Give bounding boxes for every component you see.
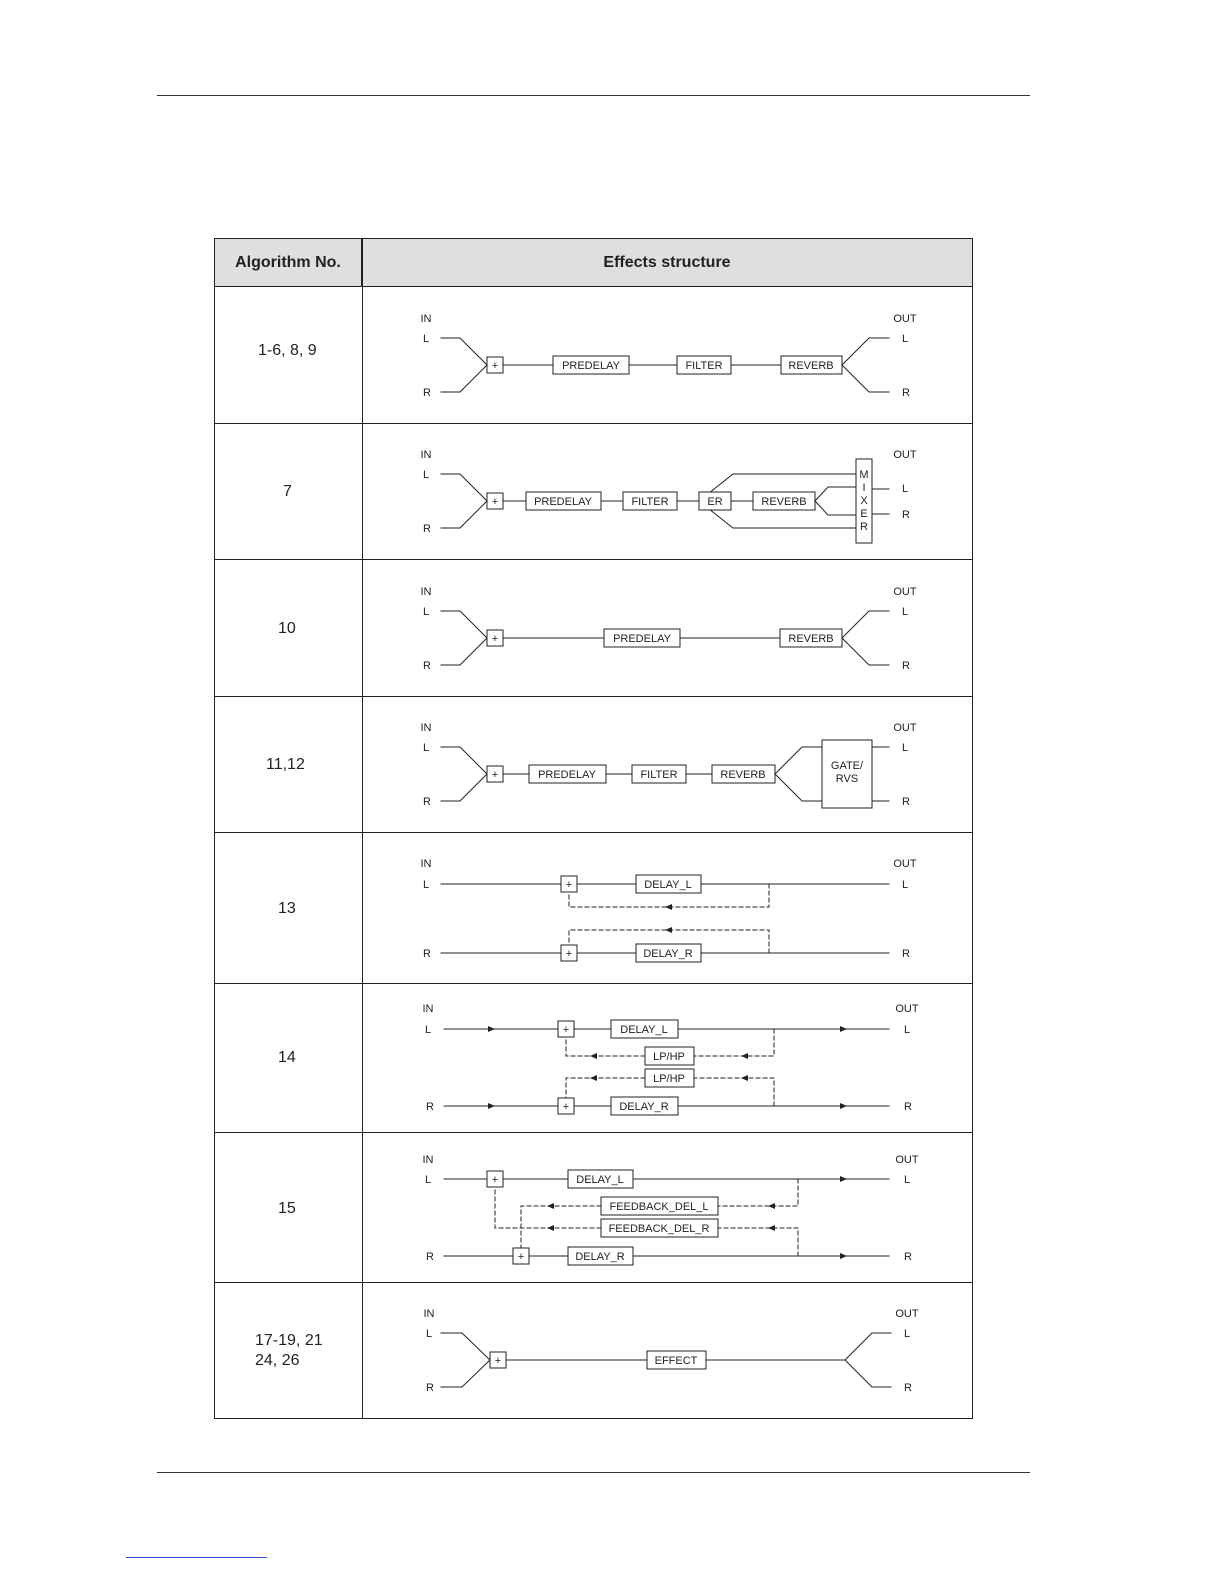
reverb-label: REVERB [788, 360, 834, 372]
out-label: OUT [895, 1003, 919, 1015]
l-label: L [901, 333, 909, 345]
l-label: L [422, 469, 430, 481]
predelay-label: PREDELAY [538, 769, 596, 781]
algorithm-number: 13 [278, 900, 296, 917]
algorithm-number: 17-19, 21 24, 26 [255, 1332, 323, 1369]
out-label: OUT [893, 858, 917, 870]
rvs-label: RVS [835, 773, 859, 785]
r-label: R [902, 660, 910, 672]
l-label: L [903, 1174, 911, 1186]
out-label: OUT [893, 722, 917, 734]
out-label: OUT [893, 449, 917, 461]
r-label: R [426, 1251, 434, 1263]
l-label: L [424, 1024, 432, 1036]
plus-label: + [491, 1174, 499, 1186]
in-label: IN [420, 313, 432, 325]
l-label: L [422, 879, 430, 891]
out-label: OUT [893, 586, 917, 598]
mixer-letter: X [860, 495, 868, 507]
plus-label: + [491, 496, 499, 508]
gate-label: GATE/ [830, 760, 864, 772]
r-label: R [426, 1382, 434, 1394]
r-label: R [904, 1101, 912, 1113]
header-effects-structure: Effects structure [362, 239, 972, 287]
lphp-label: LP/HP [653, 1073, 685, 1085]
r-label: R [904, 1382, 912, 1394]
plus-label: + [562, 1024, 570, 1036]
plus-label: + [491, 769, 499, 781]
l-label: L [422, 333, 430, 345]
l-label: L [901, 742, 909, 754]
delay-r-label: DELAY_R [643, 948, 693, 960]
l-label: L [903, 1328, 911, 1340]
bottom-rule [157, 1472, 1030, 1473]
delay-l-label: DELAY_L [620, 1024, 668, 1036]
r-label: R [423, 796, 431, 808]
in-label: IN [420, 722, 432, 734]
l-label: L [901, 879, 909, 891]
reverb-label: REVERB [788, 633, 834, 645]
diagram-alg-15 [444, 1170, 889, 1265]
r-label: R [423, 660, 431, 672]
l-label: L [422, 606, 430, 618]
mixer-letter: I [862, 482, 866, 494]
out-label: OUT [895, 1308, 919, 1320]
feedback-del-l-label: FEEDBACK_DEL_L [609, 1201, 709, 1213]
r-label: R [902, 509, 910, 521]
l-label: L [422, 742, 430, 754]
predelay-label: PREDELAY [562, 360, 620, 372]
effect-label: EFFECT [654, 1355, 698, 1367]
r-label: R [902, 948, 910, 960]
header-algorithm-no: Algorithm No. [215, 239, 362, 287]
l-label: L [903, 1024, 911, 1036]
reverb-label: REVERB [720, 769, 766, 781]
feedback-del-r-label: FEEDBACK_DEL_R [608, 1223, 710, 1235]
plus-label: + [517, 1251, 525, 1263]
in-label: IN [422, 1154, 434, 1166]
algorithm-number: 14 [278, 1049, 296, 1066]
l-label: L [901, 483, 909, 495]
r-label: R [902, 796, 910, 808]
out-label: OUT [893, 313, 917, 325]
r-label: R [904, 1251, 912, 1263]
in-label: IN [423, 1308, 435, 1320]
plus-label: + [565, 948, 573, 960]
l-label: L [901, 606, 909, 618]
predelay-label: PREDELAY [613, 633, 671, 645]
delay-r-label: DELAY_R [619, 1101, 669, 1113]
l-label: L [424, 1174, 432, 1186]
mixer-letter: M [859, 469, 869, 481]
filter-label: FILTER [640, 769, 678, 781]
in-label: IN [420, 449, 432, 461]
in-label: IN [420, 858, 432, 870]
mixer-letter: E [860, 508, 868, 520]
algorithm-number: 15 [278, 1200, 296, 1217]
out-label: OUT [895, 1154, 919, 1166]
plus-label: + [565, 879, 573, 891]
reverb-label: REVERB [761, 496, 807, 508]
plus-label: + [491, 633, 499, 645]
r-label: R [423, 387, 431, 399]
filter-label: FILTER [685, 360, 723, 372]
plus-label: + [491, 360, 499, 372]
predelay-label: PREDELAY [534, 496, 592, 508]
in-label: IN [420, 586, 432, 598]
delay-r-label: DELAY_R [575, 1251, 625, 1263]
filter-label: FILTER [631, 496, 669, 508]
plus-label: + [494, 1355, 502, 1367]
in-label: IN [422, 1003, 434, 1015]
lphp-label: LP/HP [653, 1051, 685, 1063]
r-label: R [902, 387, 910, 399]
plus-label: + [562, 1101, 570, 1113]
r-label: R [423, 948, 431, 960]
algorithm-number: 11,12 [266, 756, 305, 773]
l-label: L [425, 1328, 433, 1340]
delay-l-label: DELAY_L [644, 879, 692, 891]
algorithm-number: 1-6, 8, 9 [258, 342, 317, 359]
r-label: R [426, 1101, 434, 1113]
footnote-link-line[interactable] [126, 1557, 267, 1558]
er-label: ER [707, 496, 723, 508]
r-label: R [423, 523, 431, 535]
algorithm-number: 10 [278, 620, 296, 637]
mixer-letter: R [860, 521, 868, 533]
algorithm-number: 7 [283, 483, 292, 500]
delay-l-label: DELAY_L [576, 1174, 624, 1186]
